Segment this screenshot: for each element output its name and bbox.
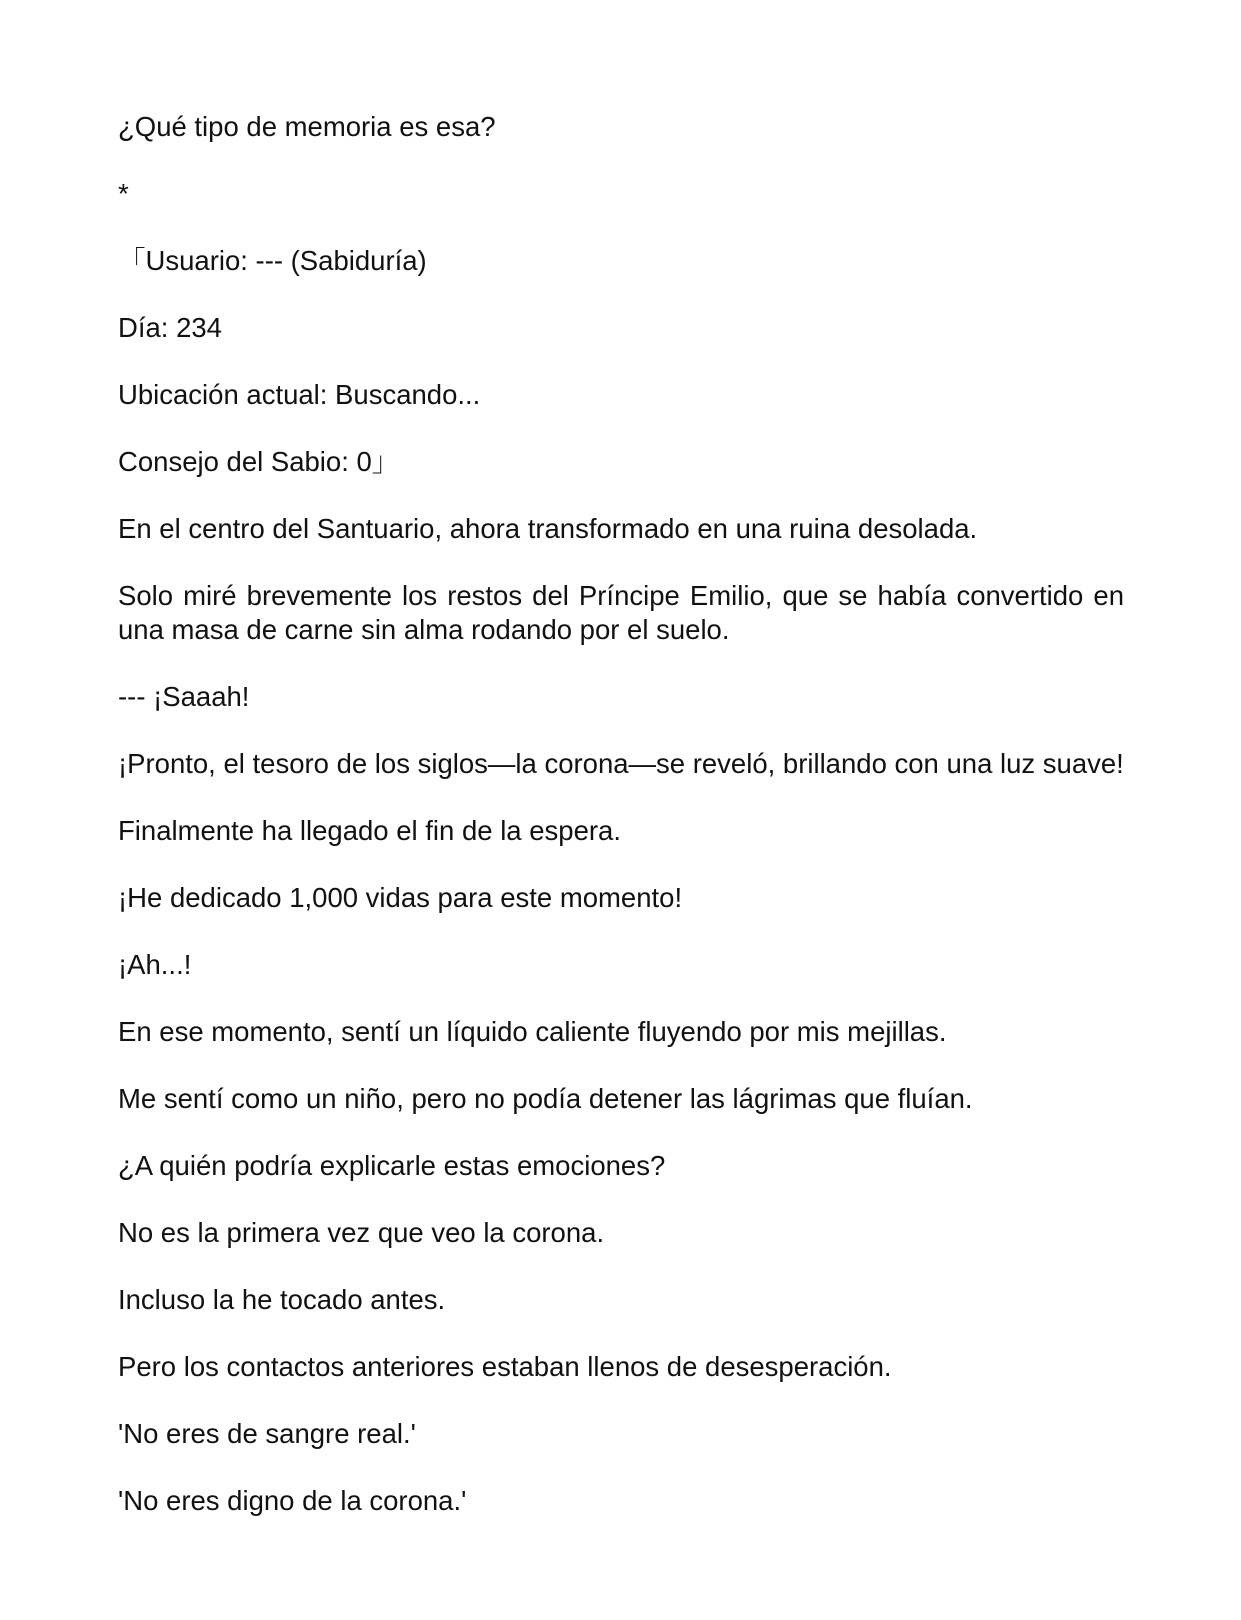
- paragraph-question: ¿Qué tipo de memoria es esa?: [118, 111, 496, 142]
- document-body: [118, 110, 1132, 1518]
- paragraph-not-worthy: 'No eres digno de la corona.': [118, 1485, 467, 1516]
- status-user: 「Usuario: --- (Sabiduría): [118, 245, 427, 276]
- paragraph-ah: ¡Ah...!: [118, 949, 192, 980]
- paragraph-sound: --- ¡Saaah!: [118, 681, 250, 712]
- paragraph-thousand-lives: ¡He dedicado 1,000 vidas para este momento!: [118, 882, 683, 913]
- paragraph-end-of-wait: Finalmente ha llegado el fin de la espera.: [118, 815, 621, 846]
- paragraph-despair: Pero los contactos anteriores estaban llenos de desesperación.: [118, 1351, 892, 1382]
- paragraph-tears: Me sentí como un niño, pero no podía detener las lágrimas que fluían.: [118, 1083, 973, 1114]
- paragraph-not-royal: 'No eres de sangre real.': [118, 1418, 416, 1449]
- paragraph-first-time: No es la primera vez que veo la corona.: [118, 1217, 605, 1248]
- paragraph-sanctuary: En el centro del Santuario, ahora transformado en una ruina desolada.: [118, 513, 978, 544]
- paragraph-touched: Incluso la he tocado antes.: [118, 1284, 446, 1315]
- scene-separator: *: [118, 178, 129, 209]
- status-advice: Consejo del Sabio: 0」: [118, 446, 400, 477]
- status-location: Ubicación actual: Buscando...: [118, 379, 481, 410]
- paragraph-crown-revealed: ¡Pronto, el tesoro de los siglos—la corona—se reveló, brillando con una luz suave!: [118, 748, 1124, 779]
- status-day: Día: 234: [118, 312, 222, 343]
- paragraph-emotions: ¿A quién podría explicarle estas emociones?: [118, 1150, 666, 1181]
- paragraph-warm-liquid: En ese momento, sentí un líquido caliente fluyendo por mis mejillas.: [118, 1016, 947, 1047]
- paragraph-prince-remains: Solo miré brevemente los restos del Príncipe Emilio, que se había convertido en una masa de carne sin alma rodando por el suelo.: [118, 580, 1132, 645]
